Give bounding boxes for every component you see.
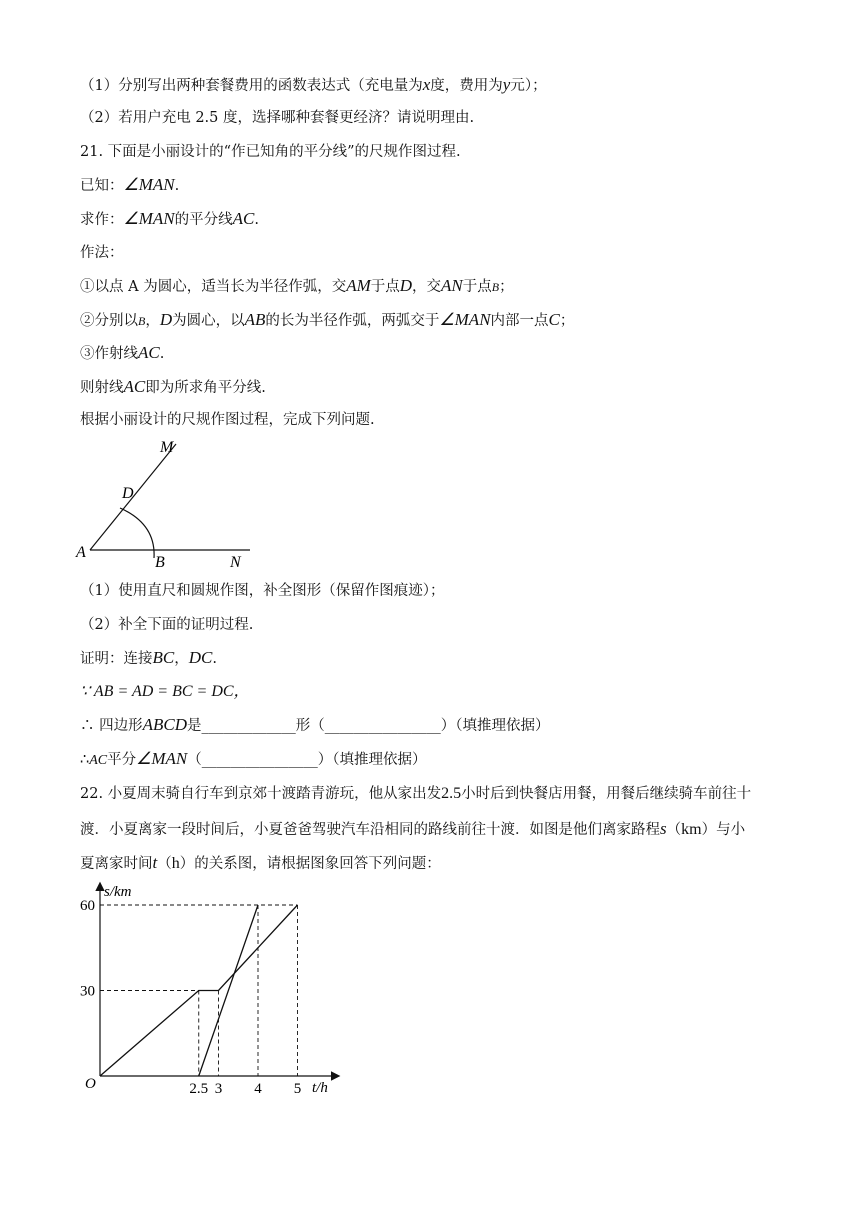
- q21-proof3: ∴ 四边形ABCD是_____________形（________________）（填推理依据）: [80, 715, 550, 734]
- y-axis-label: s/km: [104, 884, 132, 900]
- q21-known: 已知：∠MAN.: [80, 175, 180, 194]
- q20-part1: （1）分别写出两种套餐费用的函数表达式（充电量为x度，费用为y元）；: [80, 75, 547, 94]
- x-axis-label: t/h: [312, 1080, 328, 1096]
- q21-conclusion: 则射线AC即为所求角平分线.: [80, 377, 266, 396]
- q21-step3: ③作射线AC.: [80, 343, 165, 362]
- y-tick-label: 60: [80, 898, 95, 914]
- q21-instruction: 根据小丽设计的尺规作图过程，完成下列问题.: [80, 412, 375, 428]
- label-n: N: [230, 554, 241, 571]
- label-d: D: [122, 485, 134, 502]
- origin-label: O: [85, 1076, 96, 1092]
- q21-step2: ②分别以B，D为圆心，以AB的长为半径作弧，两弧交于∠MAN内部一点C；: [80, 310, 575, 329]
- label-a: A: [76, 544, 86, 561]
- q21-ask: 求作：∠MAN的平分线AC.: [80, 209, 259, 228]
- q22-line1: 22. 小夏周末骑自行车到京郊十渡踏青游玩，他从家出发2.5小时后到快餐店用餐，用餐后继续骑车前往十: [80, 785, 752, 802]
- q21-sub2: （2）补全下面的证明过程.: [80, 617, 254, 633]
- y-tick-label: 30: [80, 983, 95, 1000]
- q21-step1: ①以点 A 为圆心，适当长为半径作弧，交AM于点D，交AN于点B；: [80, 276, 514, 295]
- q22-line3: 夏离家时间t（h）的关系图，请根据图象回答下列问题：: [80, 853, 441, 872]
- q21-proof1: 证明：连接BC，DC.: [80, 648, 217, 667]
- q21-sub1: （1）使用直尺和圆规作图，补全图形（保留作图痕迹）；: [80, 583, 445, 599]
- x-tick-label: 2.5: [189, 1081, 209, 1097]
- label-b: B: [155, 554, 165, 571]
- label-m: M: [160, 439, 174, 456]
- q21-method-label: 作法：: [80, 245, 124, 261]
- x-tick-label: 4: [254, 1081, 262, 1097]
- angle-figure: [70, 436, 270, 572]
- distance-time-chart: [70, 880, 350, 1100]
- q20-part2: （2）若用户充电 2.5 度，选择哪种套餐更经济？请说明理由.: [80, 110, 475, 126]
- x-tick-label: 3: [214, 1081, 223, 1097]
- x-tick-label: 5: [293, 1081, 302, 1097]
- q21-proof4: ∴AC平分∠MAN（________________）（填推理依据）: [80, 749, 427, 768]
- q21-title: 21. 下面是小丽设计的“作已知角的平分线”的尺规作图过程.: [80, 144, 461, 160]
- q22-line2: 渡．小夏离家一段时间后，小夏爸爸驾驶汽车沿相同的路线前往十渡．如图是他们离家路程s（km）与小: [80, 819, 746, 838]
- q21-proof2: ∵ AB = AD = BC = DC，: [80, 683, 250, 700]
